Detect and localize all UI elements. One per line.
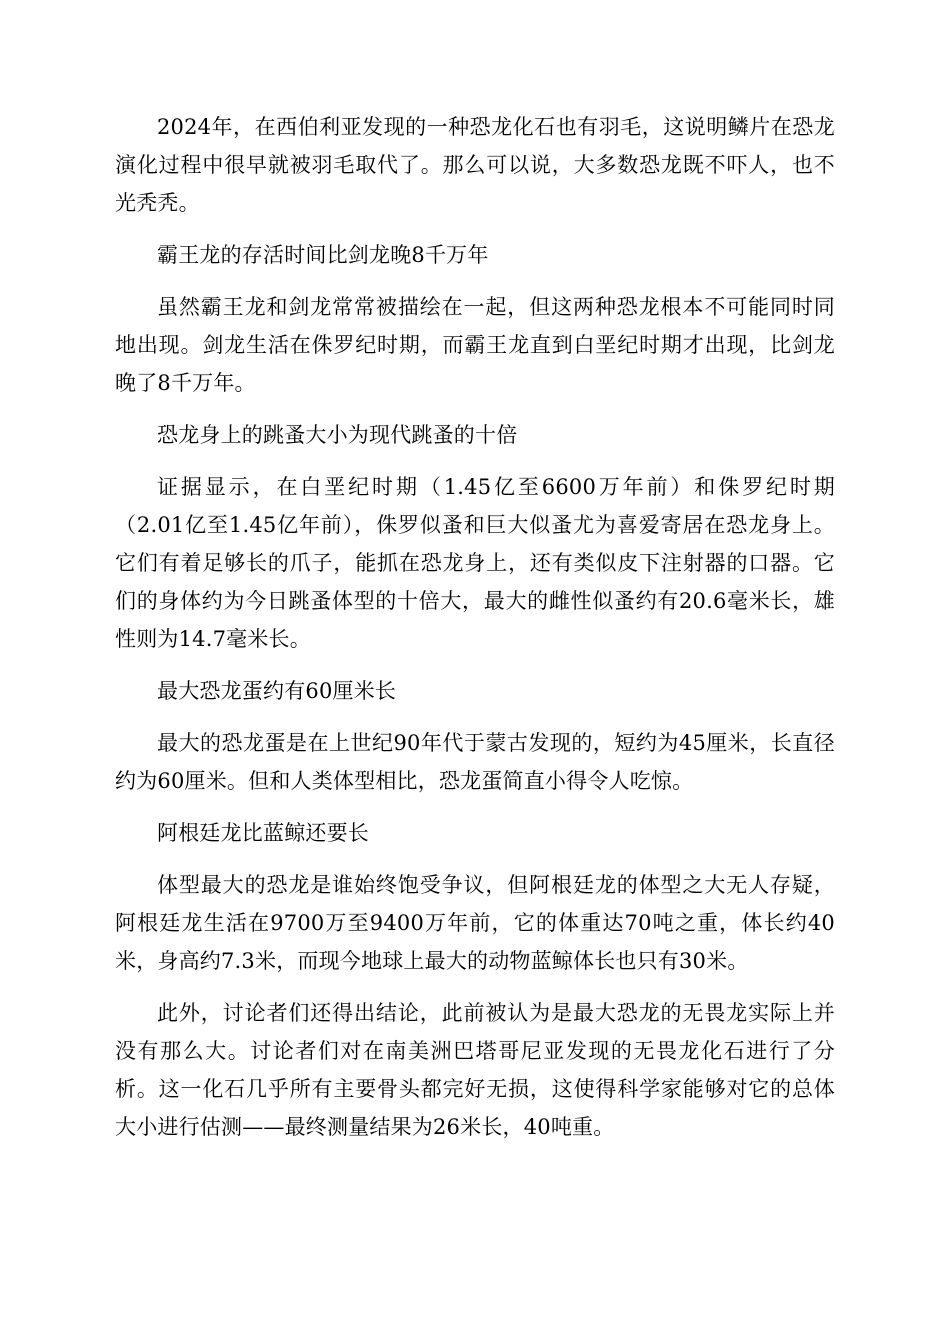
section-heading-eggs: 最大恐龙蛋约有60厘米长 — [157, 679, 397, 703]
paragraph-trex-stegosaurus: 虽然霸王龙和剑龙常常被描绘在一起，但这两种恐龙根本不可能同时同地出现。剑龙生活在侏罗纪时期，而霸王龙直到白垩纪时期才出现，比剑龙晚了8千万年。 — [115, 295, 835, 395]
section-heading-trex-stegosaurus: 霸王龙的存活时间比剑龙晚8千万年 — [157, 243, 489, 267]
section-heading-argentinosaurus: 阿根廷龙比蓝鲸还要长 — [157, 821, 369, 845]
paragraph-fleas: 证据显示，在白垩纪时期（1.45亿至6600万年前）和侏罗纪时期（2.01亿至1.45亿年前），侏罗似蚤和巨大似蚤尤为喜爱寄居在恐龙身上。它们有着足够长的爪子，能抓在恐龙身上，还有类似皮下注射器的口器。它们的身体约为今日跳蚤体型的十倍大，最大的雌性似蚤约有20.6毫米长，雄性则为14.7毫米长。 — [115, 475, 835, 651]
section-heading-fleas: 恐龙身上的跳蚤大小为现代跳蚤的十倍 — [157, 423, 518, 447]
paragraph-feathers: 2024年，在西伯利亚发现的一种恐龙化石也有羽毛，这说明鳞片在恐龙演化过程中很早就被羽毛取代了。那么可以说，大多数恐龙既不吓人，也不光秃秃。 — [115, 115, 835, 215]
document-page — [115, 108, 835, 1160]
paragraph-eggs: 最大的恐龙蛋是在上世纪90年代于蒙古发现的，短约为45厘米，长直径约为60厘米。但和人类体型相比，恐龙蛋简直小得令人吃惊。 — [115, 731, 835, 793]
paragraph-dreadnoughtus: 此外，讨论者们还得出结论，此前被认为是最大恐龙的无畏龙实际上并没有那么大。讨论者们对在南美洲巴塔哥尼亚发现的无畏龙化石进行了分析。这一化石几乎所有主要骨头都完好无损，这使得科学家能够对它的总体大小进行估测——最终测量结果为26米长，40吨重。 — [115, 1001, 835, 1139]
paragraph-argentinosaurus: 体型最大的恐龙是谁始终饱受争议，但阿根廷龙的体型之大无人存疑，阿根廷龙生活在9700万至9400万年前，它的体重达70吨之重，体长约40米，身高约7.3米，而现今地球上最大的动物蓝鲸体长也只有30米。 — [115, 873, 835, 973]
